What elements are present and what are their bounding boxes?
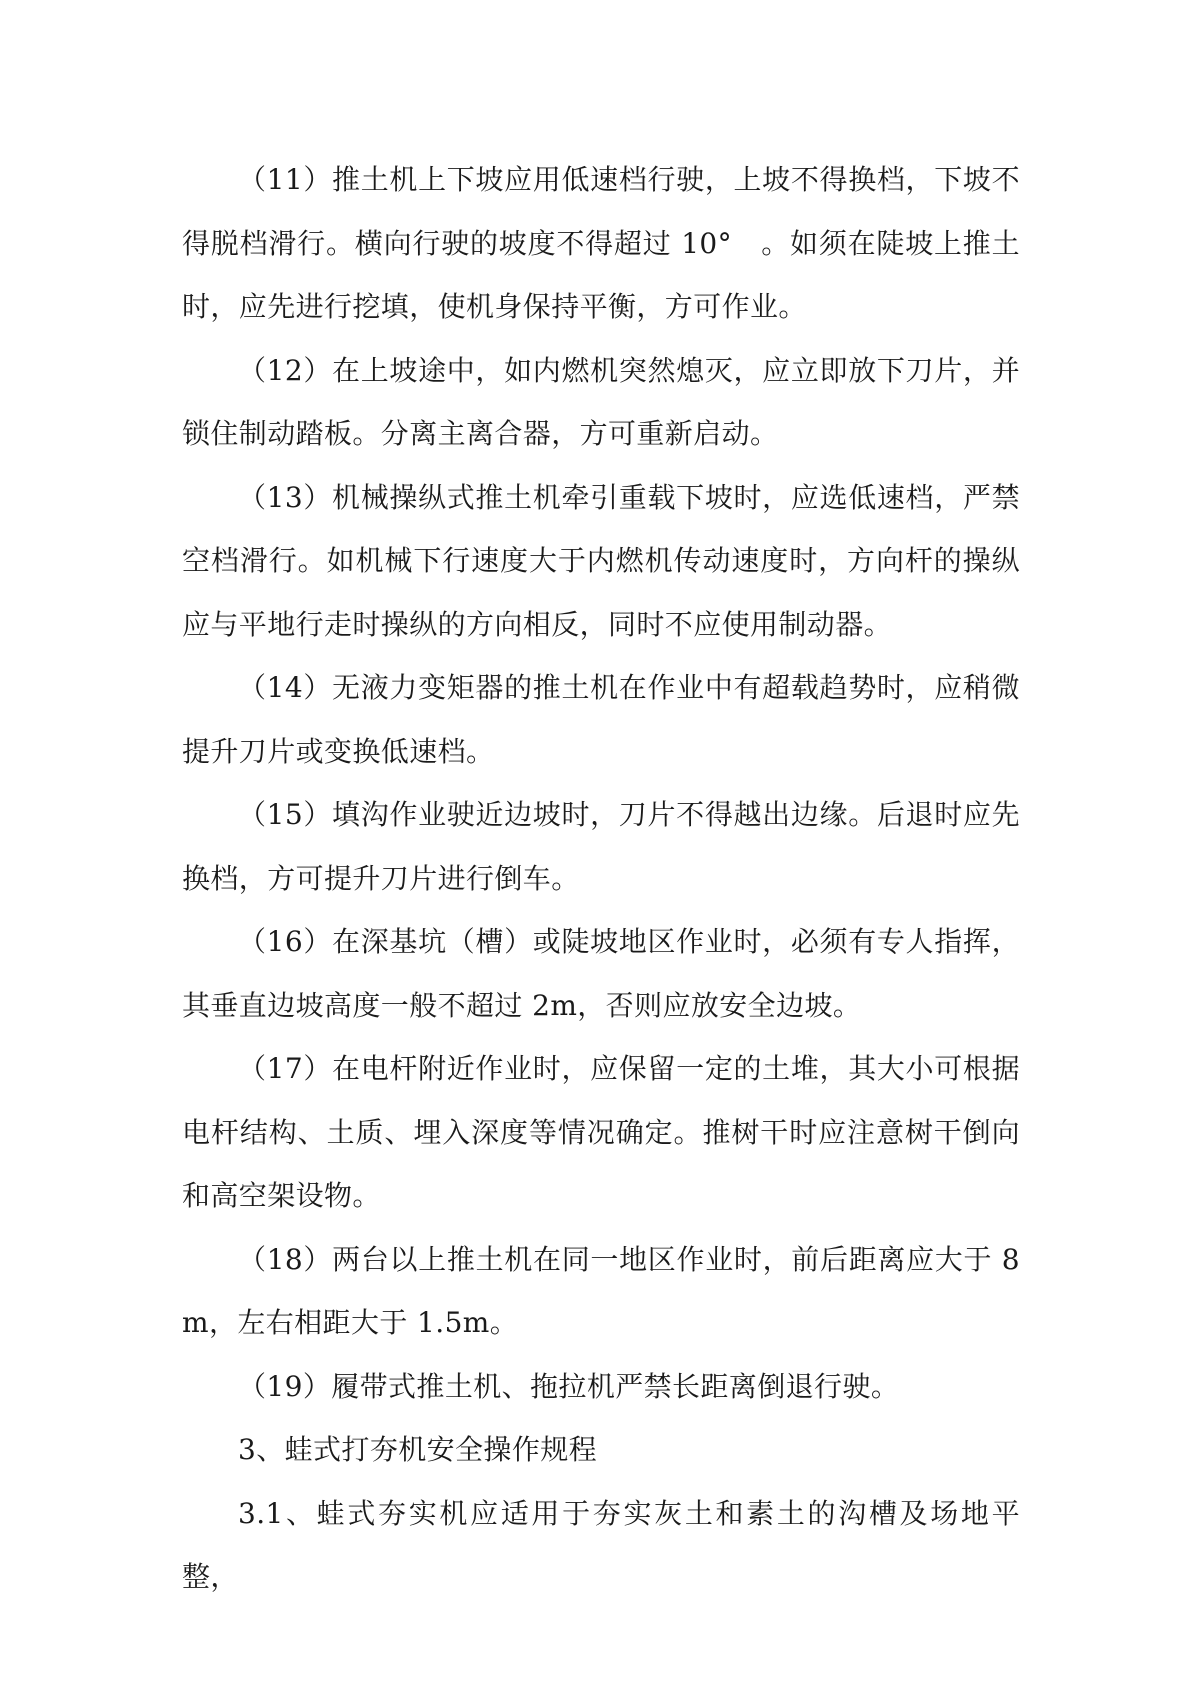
paragraph-item-17: （17）在电杆附近作业时，应保留一定的土堆，其大小可根据电杆结构、土质、埋入深度等情况确定。推树干时应注意树干倒向和高空架设物。 <box>182 1052 1020 1212</box>
paragraph-item-14: （14）无液力变矩器的推土机在作业中有超载趋势时，应稍微提升刀片或变换低速档。 <box>182 671 1020 768</box>
paragraph-item-3-1: 3.1、蛙式夯实机应适用于夯实灰土和素土的沟槽及场地平整， <box>182 1496 1020 1593</box>
paragraph-item-18: （18）两台以上推土机在同一地区作业时，前后距离应大于 8m，左右相距大于 1.5m。 <box>182 1242 1020 1339</box>
paragraph-item-13: （13）机械操纵式推土机牵引重载下坡时，应选低速档，严禁空档滑行。如机械下行速度大于内燃机传动速度时，方向杆的操纵应与平地行走时操纵的方向相反，同时不应使用制动器。 <box>182 480 1020 641</box>
paragraph-item-15: （15）填沟作业驶近边坡时，刀片不得越出边缘。后退时应先换档，方可提升刀片进行倒车。 <box>182 798 1020 895</box>
paragraph-item-19: （19）履带式推土机、拖拉机严禁长距离倒退行驶。 <box>238 1369 900 1403</box>
document-body <box>182 148 1020 1609</box>
paragraph-item-16: （16）在深基坑（槽）或陡坡地区作业时，必须有专人指挥，其垂直边坡高度一般不超过 2m，否则应放安全边坡。 <box>182 925 1020 1022</box>
section-heading-3: 3、蛙式打夯机安全操作规程 <box>238 1433 598 1466</box>
paragraph-item-12: （12）在上坡途中，如内燃机突然熄灭，应立即放下刀片，并锁住制动踏板。分离主离合器，方可重新启动。 <box>182 353 1020 450</box>
paragraph-item-11: （11）推土机上下坡应用低速档行驶，上坡不得换档，下坡不得脱档滑行。横向行驶的坡度不得超过 10° 。如须在陡坡上推土时，应先进行挖填，使机身保持平衡，方可作业。 <box>182 163 1020 323</box>
